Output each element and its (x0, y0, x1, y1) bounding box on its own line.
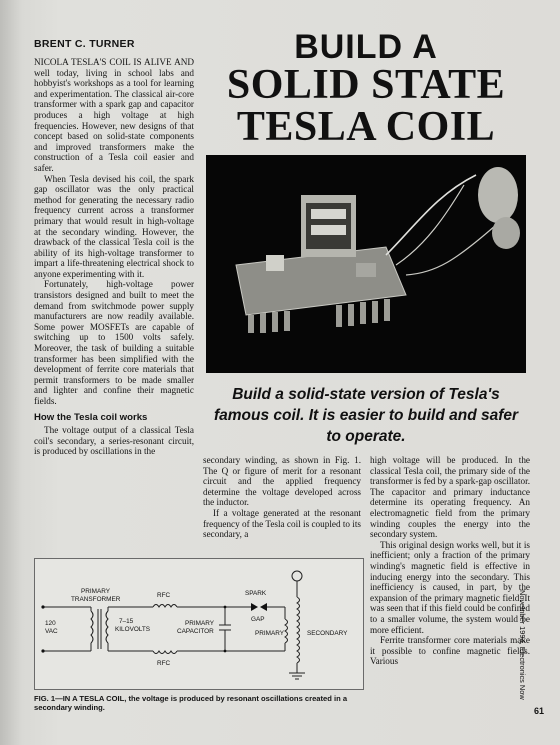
photo-illustration (206, 155, 526, 373)
body-column-2 (203, 455, 361, 555)
article-title (196, 30, 536, 148)
svg-text:KILOVOLTS: KILOVOLTS (115, 626, 151, 633)
paragraph-high-voltage: high voltage will be produced. In the classical Tesla coil, the primary side of the transformer is fed by a spark-gap oscillator. The capacitor and primary inductance determine its operating frequency. An electromagnetic field from the primary winding couples the energy into the secondary system. (370, 455, 530, 540)
label-output-voltage: 7–15 (119, 618, 134, 625)
body-column-3 (370, 455, 530, 725)
label-rfc-top: RFC (157, 592, 171, 599)
paragraph-intro: NICOLA TESLA'S COIL IS ALIVE AND well today, living in school labs and hobbyist's workshops as a tool for learning and experimentation. The classical air-core transformer with a spark gap and capacitor produces a high voltage at high frequencies. However, new designs of that concept based on solid-state components and improved transformers make the construction of a Tesla coil easier and safer. (34, 57, 194, 173)
paragraph-resonant: If a voltage generated at the resonant frequency of the Tesla coil is coupled to its secondary, a (203, 507, 361, 540)
paragraph-ferrite: Ferrite transformer core materials make it possible to confine magnetic fields. Various (370, 635, 530, 667)
label-rfc-bottom: RFC (157, 660, 171, 667)
page-number: 61 (534, 706, 545, 716)
svg-text:CAPACITOR: CAPACITOR (177, 628, 214, 635)
label-secondary-coil: SECONDARY (307, 630, 348, 637)
label-primary-transformer: PRIMARY (81, 588, 111, 595)
paragraph-history: When Tesla devised his coil, the spark gap oscillator was the only practical method for generating the necessary radio frequency current across a transformer primary that would result in high-voltage at the secondary winding. However, the drawback of the classical Tesla coil is the ability of its high-voltage transformer to impart a life-threatening electrical shock to anyone experimenting with it. (34, 173, 194, 279)
issue-folio: November 1994, Electronics Now (518, 590, 527, 700)
tesla-coil-photo (206, 155, 526, 373)
label-primary-coil: PRIMARY (255, 630, 285, 637)
circuit-diagram (34, 558, 364, 690)
svg-text:TRANSFORMER: TRANSFORMER (71, 596, 121, 603)
svg-text:VAC: VAC (45, 628, 58, 635)
paragraph-transistors: Fortunately, high-voltage power transistors designed and built to meet the demand from switchmode power supply manufacturers are now readily available. Some power MOSFETs are capable of switching up to 1500 volts safely. Moreover, the task of building a suitable transformer has been simplified with the development of ferrite core materials that permit transformers to be made smaller and lighter and confine their magnetic fields. (34, 279, 194, 406)
paragraph-efficiency: This original design works well, but it is inefficient; only a fraction of the primary winding's magnetic field is effective in inducing energy into the secondary. This inefficiency is caused, in part, by the expansion of the primary magnetic field. It was seen that if this field could be confined to a smaller volume, the system would be more efficient. (370, 539, 530, 635)
svg-text:GAP: GAP (251, 616, 265, 623)
label-primary-capacitor: PRIMARY (185, 620, 215, 627)
body-column-1 (34, 57, 194, 557)
caption-label: FIG. 1—IN A TESLA COIL, (34, 694, 127, 703)
paragraph-how-it-works: The voltage output of a classical Tesla coil's secondary, a series-resonant circuit, is produced by oscillations in the (34, 425, 194, 457)
schematic (35, 559, 365, 691)
article-subtitle: Build a solid-state version of Tesla's famous coil. It is easier to build and safer to operate. (213, 386, 519, 445)
label-spark-gap: SPARK (245, 590, 267, 597)
author-byline: BRENT C. TURNER (34, 38, 135, 50)
section-heading: How the Tesla coil works (34, 411, 148, 423)
figure-caption (34, 694, 364, 712)
paragraph-secondary: secondary winding, as shown in Fig. 1. The Q or figure of merit for a resonant circuit and the applied frequency determine the voltage developed across the inductor. (203, 455, 361, 508)
title-line-3: TESLA COIL (236, 104, 496, 150)
title-line-2: SOLID STATE (226, 62, 506, 108)
title-line-1: BUILD A (294, 28, 438, 66)
label-input-voltage: 120 (45, 620, 56, 627)
caption-text: the voltage is produced by resonant oscillations created in a secondary winding. (34, 694, 348, 712)
